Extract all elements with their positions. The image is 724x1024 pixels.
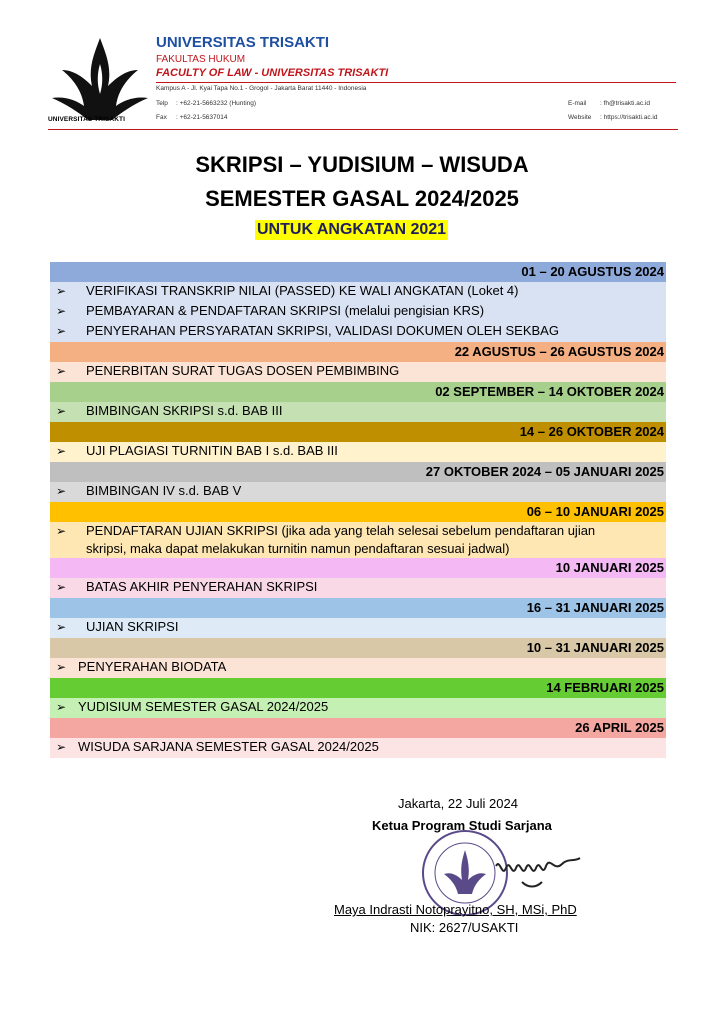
arrow-bullet-icon: ➢ [56,304,67,318]
arrow-bullet-icon: ➢ [56,700,67,714]
page-subtitle: SEMESTER GASAL 2024/2025 [205,186,519,211]
schedule-item-text: BIMBINGAN IV s.d. BAB V [86,483,242,498]
schedule-date-header: 01 – 20 AGUSTUS 2024 [50,262,666,282]
schedule-item [50,402,666,422]
schedule-item [50,482,666,502]
schedule-item [50,322,666,342]
university-name: UNIVERSITAS TRISAKTI [156,34,330,51]
campus-address: Kampus A - Jl. Kyai Tapa No.1 - Grogol - Jakarta Barat 11440 - Indonesia [156,85,367,92]
schedule-item-text: VERIFIKASI TRANSKRIP NILAI (PASSED) KE WALI ANGKATAN (Loket 4) [86,283,519,298]
schedule-item-text: WISUDA SARJANA SEMESTER GASAL 2024/2025 [78,739,379,754]
schedule-item [50,578,666,598]
arrow-bullet-icon: ➢ [56,484,67,498]
schedule-date-header: 10 – 31 JANUARI 2025 [50,638,666,658]
signatory-nik: NIK: 2627/USAKTI [410,920,519,935]
schedule-date-header: 10 JANUARI 2025 [50,558,666,578]
schedule-date-header: 22 AGUSTUS – 26 AGUSTUS 2024 [50,342,666,362]
schedule-item [50,282,666,302]
schedule-item [50,738,666,758]
header-divider [156,82,676,83]
schedule-item-text: PEMBAYARAN & PENDAFTARAN SKRIPSI (melalui pengisian KRS) [86,303,485,318]
email-value: : fh@trisakti.ac.id [600,100,650,107]
schedule-item-text: PENYERAHAN PERSYARATAN SKRIPSI, VALIDASI DOKUMEN OLEH SEKBAG [86,323,559,338]
arrow-bullet-icon: ➢ [56,404,67,418]
schedule-date-header: 02 SEPTEMBER – 14 OKTOBER 2024 [50,382,666,402]
signatory-name: Maya Indrasti Notoprayitno, SH, MSi, PhD [334,902,577,917]
schedule-item-text: PENYERAHAN BIODATA [78,659,227,674]
logo-caption: UNIVERSITAS TRISAKTI [48,116,125,123]
email-label: E-mail [568,100,587,107]
arrow-bullet-icon: ➢ [56,580,67,594]
batch-label: UNTUK ANGKATAN 2021 [257,221,447,238]
faculty-name-english: FACULTY OF LAW - UNIVERSITAS TRISAKTI [156,67,389,79]
schedule-item [50,658,666,678]
header-bottom-divider [48,129,678,130]
schedule-item [50,618,666,638]
arrow-bullet-icon: ➢ [56,324,67,338]
schedule-item-text: PENDAFTARAN UJIAN SKRIPSI (jika ada yang telah selesai sebelum pendaftaran ujian skripsi, maka dapat melakukan turnitin namun pendaftaran sesuai jadwal) [86,523,596,556]
website-label: Website [568,114,592,121]
schedule-item-text: PENERBITAN SURAT TUGAS DOSEN PEMBIMBING [86,363,400,378]
schedule-item-text: BATAS AKHIR PENYERAHAN SKRIPSI [86,579,318,594]
fax-label: Fax [156,114,167,121]
arrow-bullet-icon: ➢ [56,740,67,754]
telp-label: Telp [156,100,168,107]
schedule-date-header: 26 APRIL 2025 [50,718,666,738]
schedule-date-header: 06 – 10 JANUARI 2025 [50,502,666,522]
signature-role: Ketua Program Studi Sarjana [372,818,552,833]
schedule-date-header: 14 – 26 OKTOBER 2024 [50,422,666,442]
page-title: SKRIPSI – YUDISIUM – WISUDA [195,152,529,177]
arrow-bullet-icon: ➢ [56,444,67,458]
arrow-bullet-icon: ➢ [56,364,67,378]
arrow-bullet-icon: ➢ [56,524,67,538]
handwritten-signature-icon [492,848,584,898]
schedule-date-header: 14 FEBRUARI 2025 [50,678,666,698]
letterhead [48,28,678,128]
signature-place-date: Jakarta, 22 Juli 2024 [398,796,518,811]
faculty-name: FAKULTAS HUKUM [156,54,246,65]
telp-value: : +62-21-5663232 (Hunting) [176,100,257,107]
schedule-item [50,698,666,718]
schedule-item-text: YUDISIUM SEMESTER GASAL 2024/2025 [78,699,329,714]
schedule-date-header: 27 OKTOBER 2024 – 05 JANUARI 2025 [50,462,666,482]
website-value: : https://trisakti.ac.id [600,114,658,121]
schedule-item-text: BIMBINGAN SKRIPSI s.d. BAB III [86,403,283,418]
university-logo-icon [48,34,152,124]
schedule-item-text: UJIAN SKRIPSI [86,619,179,634]
schedule-item [50,522,666,558]
schedule-item [50,442,666,462]
schedule-item [50,362,666,382]
arrow-bullet-icon: ➢ [56,620,67,634]
schedule-item [50,302,666,322]
arrow-bullet-icon: ➢ [56,660,67,674]
schedule-item-text: UJI PLAGIASI TURNITIN BAB I s.d. BAB III [86,443,338,458]
fax-value: : +62-21-5637014 [176,114,228,121]
schedule-table [50,262,666,758]
arrow-bullet-icon: ➢ [56,284,67,298]
schedule-date-header: 16 – 31 JANUARI 2025 [50,598,666,618]
